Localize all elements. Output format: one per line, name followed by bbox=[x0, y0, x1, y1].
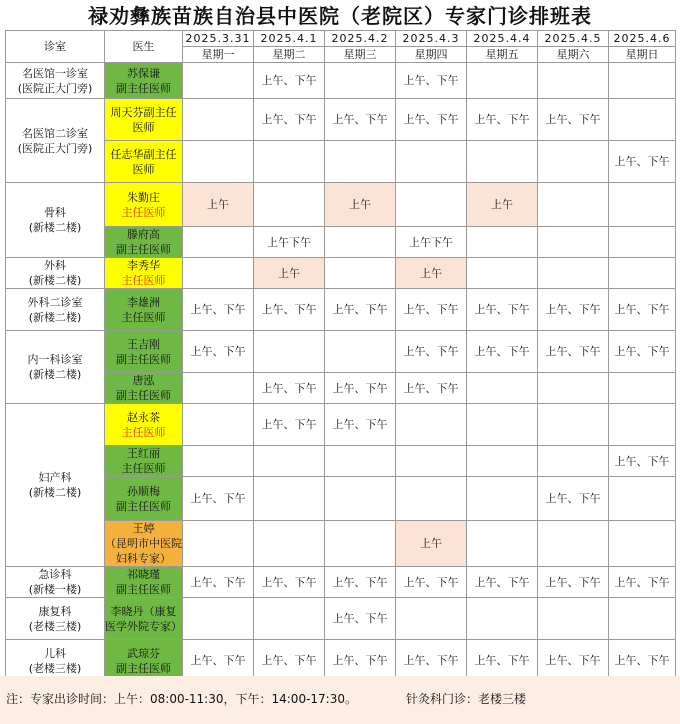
schedule-slot bbox=[254, 331, 325, 373]
header-date-row bbox=[6, 31, 676, 47]
doctor-row bbox=[6, 373, 676, 404]
schedule-slot bbox=[183, 373, 254, 404]
doctor-title: 副主任医师 bbox=[116, 243, 171, 256]
schedule-slot bbox=[183, 63, 254, 99]
schedule-slot: 上午、下午 bbox=[325, 99, 396, 141]
schedule-slot bbox=[254, 598, 325, 640]
schedule-slot bbox=[254, 521, 325, 567]
doctor-row bbox=[6, 63, 676, 99]
schedule-slot bbox=[325, 477, 396, 521]
schedule-slot: 上午、下午 bbox=[467, 331, 538, 373]
schedule-slot bbox=[254, 477, 325, 521]
doctor-title: 副主任医师 bbox=[116, 81, 171, 95]
doctor-cell bbox=[105, 477, 183, 521]
date-header: 2025.4.4 bbox=[467, 31, 538, 47]
department-location: (老楼三楼) bbox=[28, 661, 82, 675]
doctor-header: 医生 bbox=[105, 31, 183, 63]
doctor-row bbox=[6, 258, 676, 289]
schedule-slot: 上午、下午 bbox=[396, 99, 467, 141]
schedule-slot bbox=[183, 258, 254, 289]
department-location: (医院正大门旁) bbox=[17, 141, 93, 155]
schedule-slot: 上午、下午 bbox=[467, 640, 538, 682]
doctor-title: 副主任医师 bbox=[116, 661, 171, 675]
schedule-slot: 上午 bbox=[325, 183, 396, 227]
schedule-slot bbox=[609, 477, 676, 521]
doctor-name: 孙顺梅 bbox=[127, 484, 160, 498]
doctor-title: 副主任医师 bbox=[116, 583, 171, 596]
schedule-slot: 上午、下午 bbox=[467, 289, 538, 331]
weekday-header: 星期四 bbox=[396, 47, 467, 63]
schedule-slot: 上午、下午 bbox=[609, 331, 676, 373]
schedule-slot: 上午、下午 bbox=[325, 567, 396, 598]
weekday-header: 星期日 bbox=[609, 47, 676, 63]
schedule-slot: 上午、下午 bbox=[325, 598, 396, 640]
doctor-row bbox=[6, 521, 676, 567]
schedule-slot bbox=[609, 63, 676, 99]
department-cell bbox=[6, 183, 105, 258]
schedule-slot bbox=[325, 446, 396, 477]
schedule-slot bbox=[467, 404, 538, 446]
schedule-slot: 上午、下午 bbox=[254, 640, 325, 682]
schedule-slot bbox=[325, 258, 396, 289]
doctor-name: 王红丽 bbox=[127, 447, 160, 460]
doctor-row bbox=[6, 567, 676, 598]
department-name: 名医馆二诊室 bbox=[22, 126, 88, 140]
schedule-slot bbox=[609, 373, 676, 404]
department-location: (新楼二楼) bbox=[28, 221, 82, 234]
department-name: 名医馆一诊室 bbox=[22, 66, 88, 80]
schedule-slot: 上午、下午 bbox=[254, 373, 325, 404]
date-header: 2025.4.1 bbox=[254, 31, 325, 47]
schedule-slot bbox=[609, 521, 676, 567]
doctor-cell bbox=[105, 289, 183, 331]
schedule-slot: 上午、下午 bbox=[609, 141, 676, 183]
schedule-slot: 上午、下午 bbox=[254, 99, 325, 141]
doctor-name: 王婷 bbox=[132, 522, 155, 535]
schedule-slot bbox=[538, 183, 609, 227]
department-name: 外科 bbox=[44, 259, 66, 272]
schedule-slot: 上午、下午 bbox=[396, 289, 467, 331]
doctor-row bbox=[6, 404, 676, 446]
schedule-slot bbox=[396, 598, 467, 640]
department-name: 骨科 bbox=[44, 206, 66, 219]
footer-note bbox=[0, 676, 680, 724]
weekday-header: 星期五 bbox=[467, 47, 538, 63]
department-name: 妇产科 bbox=[38, 471, 72, 484]
doctor-name: 任志华副主任 bbox=[110, 147, 177, 161]
schedule-slot bbox=[183, 404, 254, 446]
doctor-name: 赵永茶 bbox=[127, 410, 160, 424]
schedule-slot: 上午、下午 bbox=[183, 331, 254, 373]
doctor-name: 祁晓瑾 bbox=[127, 568, 160, 581]
doctor-title: 主任医师 bbox=[121, 274, 166, 287]
department-cell bbox=[6, 598, 105, 640]
department-location: (新楼二楼) bbox=[28, 310, 82, 324]
doctor-cell bbox=[105, 258, 183, 289]
schedule-slot bbox=[538, 373, 609, 404]
schedule-slot bbox=[467, 446, 538, 477]
schedule-slot bbox=[396, 404, 467, 446]
department-name: 儿科 bbox=[44, 646, 66, 660]
doctor-title: 主任医师 bbox=[121, 310, 166, 324]
doctor-cell bbox=[105, 567, 183, 598]
schedule-slot bbox=[325, 141, 396, 183]
schedule-slot: 上午、下午 bbox=[538, 289, 609, 331]
doctor-row bbox=[6, 227, 676, 258]
schedule-slot bbox=[183, 141, 254, 183]
doctor-cell bbox=[105, 227, 183, 258]
doctor-cell bbox=[105, 521, 183, 567]
doctor-row bbox=[6, 99, 676, 141]
department-cell bbox=[6, 258, 105, 289]
acupuncture-note: 针灸科门诊：老楼三楼 bbox=[406, 692, 527, 706]
schedule-slot: 上午、下午 bbox=[538, 640, 609, 682]
doctor-row bbox=[6, 598, 676, 640]
department-cell bbox=[6, 567, 105, 598]
doctor-name: 滕府高 bbox=[127, 228, 160, 241]
schedule-slot bbox=[183, 446, 254, 477]
date-header: 2025.4.6 bbox=[609, 31, 676, 47]
schedule-slot bbox=[467, 141, 538, 183]
schedule-slot bbox=[254, 446, 325, 477]
schedule-slot bbox=[609, 404, 676, 446]
doctor-row bbox=[6, 331, 676, 373]
doctor-cell bbox=[105, 99, 183, 141]
schedule-slot bbox=[538, 258, 609, 289]
date-header: 2025.3.31 bbox=[183, 31, 254, 47]
weekday-header: 星期一 bbox=[183, 47, 254, 63]
schedule-slot bbox=[609, 227, 676, 258]
schedule-slot bbox=[183, 227, 254, 258]
doctor-row bbox=[6, 446, 676, 477]
doctor-row bbox=[6, 289, 676, 331]
schedule-slot: 上午、下午 bbox=[254, 404, 325, 446]
schedule-slot bbox=[254, 141, 325, 183]
doctor-name: 王吉刚 bbox=[127, 337, 160, 351]
doctor-cell bbox=[105, 373, 183, 404]
schedule-slot: 上午、下午 bbox=[254, 289, 325, 331]
schedule-slot bbox=[325, 521, 396, 567]
schedule-slot: 上午、下午 bbox=[396, 373, 467, 404]
department-name: 急诊科 bbox=[38, 568, 72, 581]
schedule-slot bbox=[538, 598, 609, 640]
schedule-slot: 上午、下午 bbox=[467, 567, 538, 598]
schedule-slot: 上午、下午 bbox=[325, 373, 396, 404]
doctor-row bbox=[6, 141, 676, 183]
date-header: 2025.4.5 bbox=[538, 31, 609, 47]
schedule-slot bbox=[609, 598, 676, 640]
schedule-slot bbox=[467, 521, 538, 567]
weekday-header: 星期六 bbox=[538, 47, 609, 63]
department-location: (新楼二楼) bbox=[28, 486, 82, 499]
schedule-slot bbox=[538, 446, 609, 477]
schedule-slot bbox=[538, 521, 609, 567]
doctor-name: 李晓丹（康复 bbox=[110, 604, 177, 618]
doctor-name: 朱勤庄 bbox=[127, 190, 160, 204]
schedule-slot: 上午、下午 bbox=[538, 477, 609, 521]
schedule-slot bbox=[538, 404, 609, 446]
schedule-slot: 上午、下午 bbox=[254, 63, 325, 99]
schedule-slot: 上午下午 bbox=[396, 227, 467, 258]
schedule-slot bbox=[538, 227, 609, 258]
department-location: (医院正大门旁) bbox=[17, 81, 93, 95]
schedule-slot: 上午、下午 bbox=[325, 404, 396, 446]
schedule-slot: 上午、下午 bbox=[183, 477, 254, 521]
department-location: (新楼二楼) bbox=[28, 368, 82, 381]
doctor-title: 医学外院专家） bbox=[105, 619, 182, 633]
schedule-slot: 上午 bbox=[396, 258, 467, 289]
department-cell bbox=[6, 63, 105, 99]
schedule-slot bbox=[325, 63, 396, 99]
schedule-slot: 上午、下午 bbox=[325, 289, 396, 331]
schedule-slot bbox=[538, 141, 609, 183]
doctor-title: 主任医师 bbox=[121, 462, 166, 475]
schedule-slot: 上午、下午 bbox=[183, 567, 254, 598]
schedule-slot bbox=[396, 477, 467, 521]
doctor-title: 副主任医师 bbox=[116, 499, 171, 513]
schedule-slot: 上午、下午 bbox=[609, 567, 676, 598]
schedule-slot: 上午、下午 bbox=[467, 99, 538, 141]
schedule-slot: 上午 bbox=[467, 183, 538, 227]
department-cell bbox=[6, 99, 105, 183]
weekday-header: 星期二 bbox=[254, 47, 325, 63]
doctor-row bbox=[6, 477, 676, 521]
date-header: 2025.4.3 bbox=[396, 31, 467, 47]
doctor-title: 医师 bbox=[132, 120, 155, 134]
schedule-slot bbox=[183, 99, 254, 141]
schedule-slot bbox=[396, 183, 467, 227]
schedule-slot bbox=[325, 227, 396, 258]
department-name: 内一科诊室 bbox=[27, 353, 83, 366]
doctor-title: 主任医师 bbox=[121, 205, 166, 219]
schedule-slot: 上午、下午 bbox=[396, 567, 467, 598]
schedule-slot bbox=[609, 183, 676, 227]
schedule-slot: 上午、下午 bbox=[254, 567, 325, 598]
schedule-slot bbox=[467, 63, 538, 99]
doctor-cell bbox=[105, 183, 183, 227]
room-header: 诊室 bbox=[6, 31, 105, 63]
department-location: (新楼二楼) bbox=[28, 274, 82, 287]
schedule-slot bbox=[325, 331, 396, 373]
schedule-slot bbox=[396, 446, 467, 477]
doctor-name: 苏保谦 bbox=[127, 66, 160, 80]
doctor-cell bbox=[105, 63, 183, 99]
department-cell bbox=[6, 404, 105, 567]
schedule-slot bbox=[609, 99, 676, 141]
department-name: 外科二诊室 bbox=[27, 295, 83, 309]
doctor-cell bbox=[105, 141, 183, 183]
date-header: 2025.4.2 bbox=[325, 31, 396, 47]
doctor-title: （昆明市中医院妇科专家） bbox=[105, 537, 182, 565]
weekday-header: 星期三 bbox=[325, 47, 396, 63]
doctor-cell bbox=[105, 446, 183, 477]
department-cell bbox=[6, 331, 105, 404]
department-location: (新楼一楼) bbox=[28, 583, 82, 596]
schedule-slot bbox=[467, 477, 538, 521]
schedule-slot bbox=[467, 227, 538, 258]
schedule-slot bbox=[538, 63, 609, 99]
schedule-slot: 上午、下午 bbox=[396, 63, 467, 99]
schedule-slot bbox=[609, 258, 676, 289]
schedule-slot bbox=[467, 598, 538, 640]
schedule-slot: 上午 bbox=[183, 183, 254, 227]
schedule-slot bbox=[396, 141, 467, 183]
schedule-table bbox=[5, 30, 676, 682]
doctor-title: 副主任医师 bbox=[116, 389, 171, 402]
department-location: (老楼三楼) bbox=[28, 619, 82, 633]
doctor-title: 主任医师 bbox=[121, 425, 166, 439]
page-title: 禄劝彝族苗族自治县中医院（老院区）专家门诊排班表 bbox=[88, 4, 592, 28]
department-cell bbox=[6, 289, 105, 331]
doctor-cell bbox=[105, 598, 183, 640]
schedule-slot bbox=[183, 598, 254, 640]
schedule-slot: 上午、下午 bbox=[396, 331, 467, 373]
schedule-slot: 上午 bbox=[396, 521, 467, 567]
schedule-slot: 上午、下午 bbox=[396, 640, 467, 682]
doctor-name: 唐泓 bbox=[132, 374, 155, 387]
schedule-slot: 上午、下午 bbox=[183, 289, 254, 331]
doctor-name: 武琼芬 bbox=[127, 646, 160, 660]
doctor-name: 李秀华 bbox=[127, 259, 160, 272]
doctor-cell bbox=[105, 331, 183, 373]
doctor-name: 李雄洲 bbox=[127, 295, 160, 309]
doctor-title: 医师 bbox=[132, 162, 155, 176]
doctor-row bbox=[6, 183, 676, 227]
doctor-name: 周天芬副主任 bbox=[110, 105, 177, 119]
schedule-slot: 上午、下午 bbox=[609, 640, 676, 682]
schedule-slot bbox=[467, 258, 538, 289]
clinic-hours-note: 注：专家出诊时间：上午：08:00-11:30，下午：14:00-17:30。 bbox=[6, 692, 357, 706]
schedule-slot bbox=[183, 521, 254, 567]
schedule-slot bbox=[467, 373, 538, 404]
schedule-slot bbox=[254, 183, 325, 227]
department-name: 康复科 bbox=[38, 604, 72, 618]
schedule-slot: 上午、下午 bbox=[538, 567, 609, 598]
schedule-slot: 上午、下午 bbox=[325, 640, 396, 682]
schedule-slot: 上午、下午 bbox=[538, 99, 609, 141]
schedule-slot: 上午、下午 bbox=[609, 289, 676, 331]
schedule-slot: 上午、下午 bbox=[609, 446, 676, 477]
doctor-cell bbox=[105, 404, 183, 446]
schedule-slot: 上午下午 bbox=[254, 227, 325, 258]
schedule-slot: 上午 bbox=[254, 258, 325, 289]
schedule-slot: 上午、下午 bbox=[183, 640, 254, 682]
doctor-title: 副主任医师 bbox=[116, 352, 171, 366]
schedule-slot: 上午、下午 bbox=[538, 331, 609, 373]
